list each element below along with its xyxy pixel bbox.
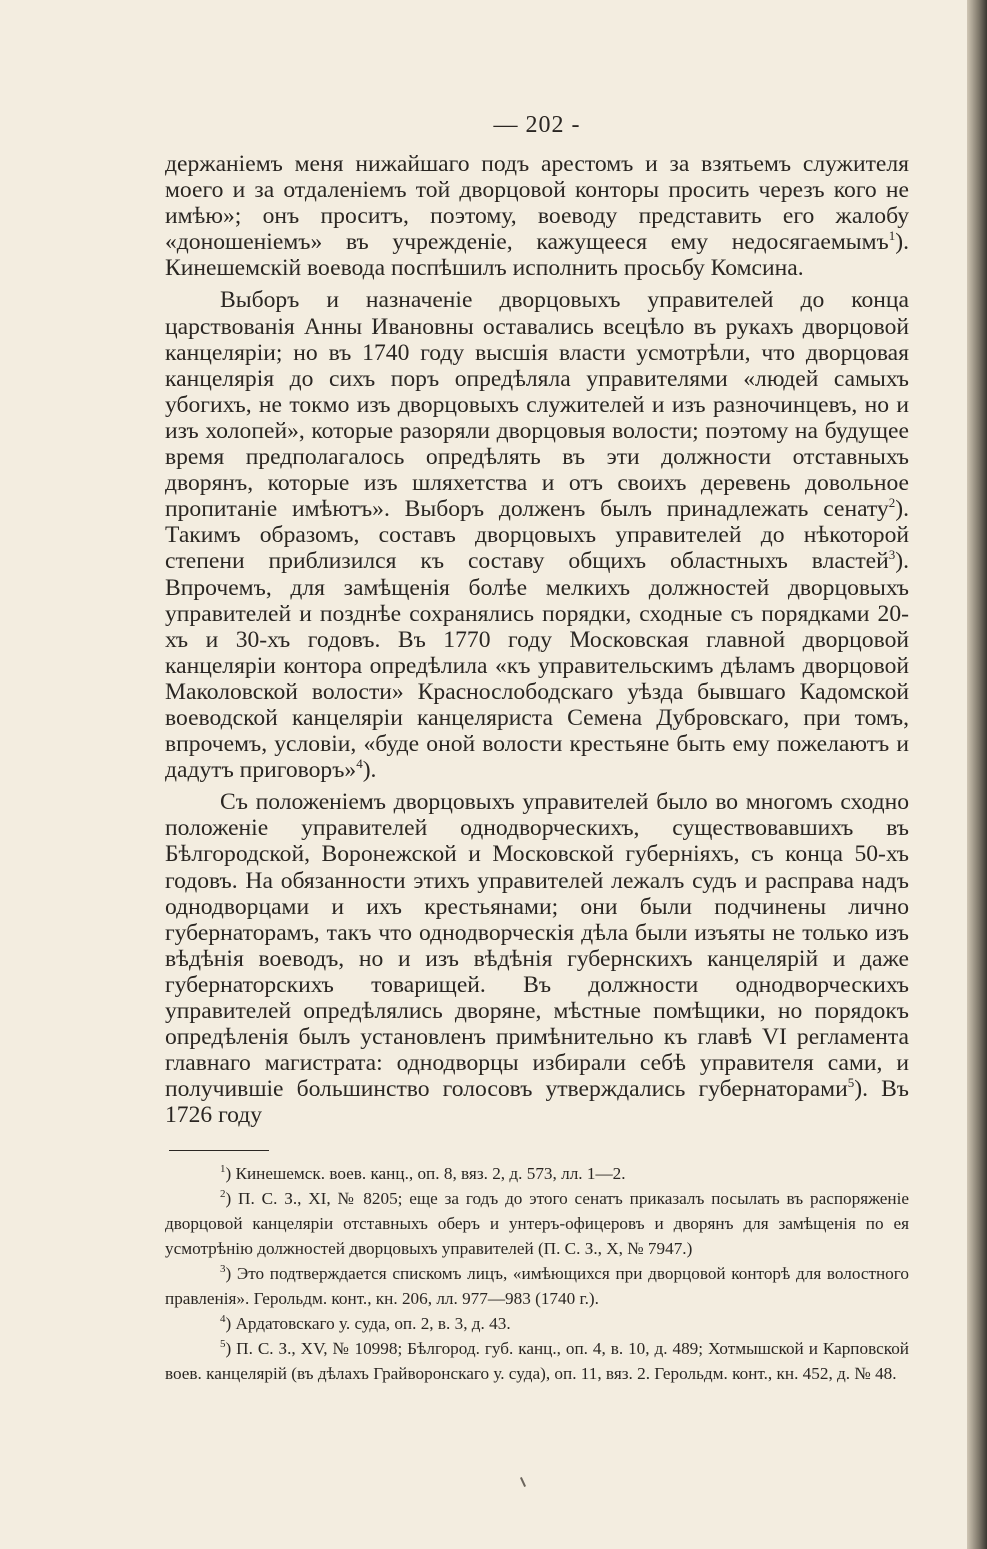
- footnote-text: ) П. С. З., XV, № 10998; Бѣлгород. губ. канц., оп. 4, в. 10, д. 489; Хотмышской и Карповской воев. канцелярій (въ дѣлахъ Грайворонскаго у. суда), оп. 11, вяз. 2. Герольдм. конт., кн. 452, д. № 48.: [165, 1339, 909, 1384]
- paper-speck: [520, 1477, 526, 1487]
- footnotes: [165, 1161, 909, 1386]
- paragraph-text: ). Кинешемскій воевода поспѣшилъ исполнить просьбу Комсина.: [165, 229, 909, 282]
- paragraph-text: ). Въ 1726 году: [165, 1076, 910, 1129]
- footnote-mark: 1: [220, 1163, 226, 1176]
- footnote-text: ) Ардатовскаго у. суда, оп. 2, в. 3, д. 43.: [225, 1314, 511, 1334]
- paragraph-text: Съ положеніемъ дворцовыхъ управителей было во многомъ сходно положеніе управителей однодворческихъ, существовавшихъ въ Бѣлгородской, Воронежской и Московской губерніяхъ, съ конца 50-хъ годовъ. На обязанности этихъ управителей лежалъ судъ и расправа надъ однодворцами и ихъ крестьянами; они были подчинены лично губернаторамъ, такъ что однодворческія дѣла были изъяты не только изъ вѣдѣнія воеводъ, но и изъ вѣдѣнія губернскихъ канцелярій и даже губернаторскихъ товарищей. Въ должности однодворческихъ управителей опредѣлялись дворяне, мѣстные помѣщики, но порядокъ опредѣленія былъ установленъ примѣнительно къ главѣ VI регламента главнаго магистрата: однодворцы избирали себѣ управителя сами, и получившіе большинство голосовъ утверждались губернаторами: [165, 789, 909, 1103]
- footnote-mark: 4: [220, 1313, 226, 1326]
- footnote-ref: 4: [356, 756, 363, 772]
- paragraph-text: ). Такимъ образомъ, составъ дворцовыхъ управителей до нѣкоторой степени приблизился къ составу общихъ областныхъ властей: [165, 496, 909, 575]
- footnote-5: [165, 1336, 909, 1386]
- footnote-separator: [169, 1150, 269, 1151]
- paragraph-text: держаніемъ меня нижайшаго подъ арестомъ и за взятьемъ служителя моего и за отдаленіемъ той дворцовой конторы просить черезъ кого не имѣю»; онъ проситъ, поэтому, воеводу представить его жалобу «доношеніемъ» въ учрежденіе, кажущееся ему недосягаемымъ: [165, 151, 909, 256]
- footnote-mark: 5: [220, 1338, 226, 1351]
- footnote-3: [165, 1261, 909, 1311]
- main-text: [165, 151, 909, 1128]
- footnote-text: ) П. С. З., XI, № 8205; еще за годъ до этого сенатъ приказалъ посылать въ распоряженіе дворцовой канцеляріи отставныхъ оберъ и унтеръ-офицеровъ и дворянъ для замѣщенія по ея усмотрѣнію должностей дворцовыхъ управителей (П. С. З., X, № 7947.): [165, 1189, 909, 1259]
- footnote-ref: 2: [888, 495, 896, 511]
- page-number: — 202 -: [493, 112, 581, 138]
- footnote-text: ) Это подтверждается спискомъ лицъ, «имѣющихся при дворцовой конторѣ для волостного правленія». Герольдм. конт., кн. 206, лл. 977—983 (1740 г.).: [165, 1264, 909, 1309]
- book-page: [165, 112, 909, 1386]
- footnote-text: ) Кинешемск. воев. канц., оп. 8, вяз. 2, д. 573, лл. 1—2.: [225, 1164, 626, 1184]
- paragraph-2: [165, 287, 909, 783]
- footnote-mark: 2: [220, 1188, 226, 1201]
- footnote-1: [165, 1161, 909, 1186]
- paragraph-text: ). Впрочемъ, для замѣщенія болѣе мелкихъ должностей дворцовыхъ управителей и позднѣе сохранялись порядки, сходные съ порядками 20-хъ и 30-хъ годовъ. Въ 1770 году Московская главной дворцовой канцеляріи контора опредѣлила «къ управительскимъ дѣламъ дворцовой Маколовской волости» Краснослободскаго уѣзда бывшаго Кадомской воеводской канцеляріи канцеляриста Семена Дубровскаго, при томъ, впрочемъ, условіи, «буде оной волости крестьяне быть ему пожелаютъ и дадутъ приговоръ»: [165, 548, 909, 784]
- paragraph-text: Выборъ и назначеніе дворцовыхъ управителей до конца царствованія Анны Ивановны оставались всецѣло въ рукахъ дворцовой канцеляріи; но въ 1740 году высшія власти усмотрѣли, что дворцовая канцелярія до сихъ поръ опредѣляла управителями «людей самыхъ убогихъ, не токмо изъ дворцовыхъ служителей и изъ разночинцевъ, но и изъ холопей», которые разоряли дворцовыя волости; поэтому на будущее время предполагалось опредѣлять въ эти должности отставныхъ дворянъ, которые изъ шляхетства и отъ своихъ деревень довольное пропитаніе имѣютъ». Выборъ долженъ былъ принадлежать сенату: [165, 287, 909, 523]
- footnote-ref: 1: [888, 228, 896, 244]
- footnote-ref: 3: [888, 547, 896, 563]
- paragraph-3: [165, 789, 909, 1128]
- footnote-2: [165, 1186, 909, 1261]
- page-edge-shadow: [967, 0, 987, 1549]
- footnote-ref: 5: [847, 1075, 855, 1091]
- paragraph-1: [165, 151, 909, 281]
- footnote-mark: 3: [220, 1263, 226, 1276]
- paragraph-text: ).: [362, 757, 377, 784]
- footnote-4: [165, 1311, 909, 1336]
